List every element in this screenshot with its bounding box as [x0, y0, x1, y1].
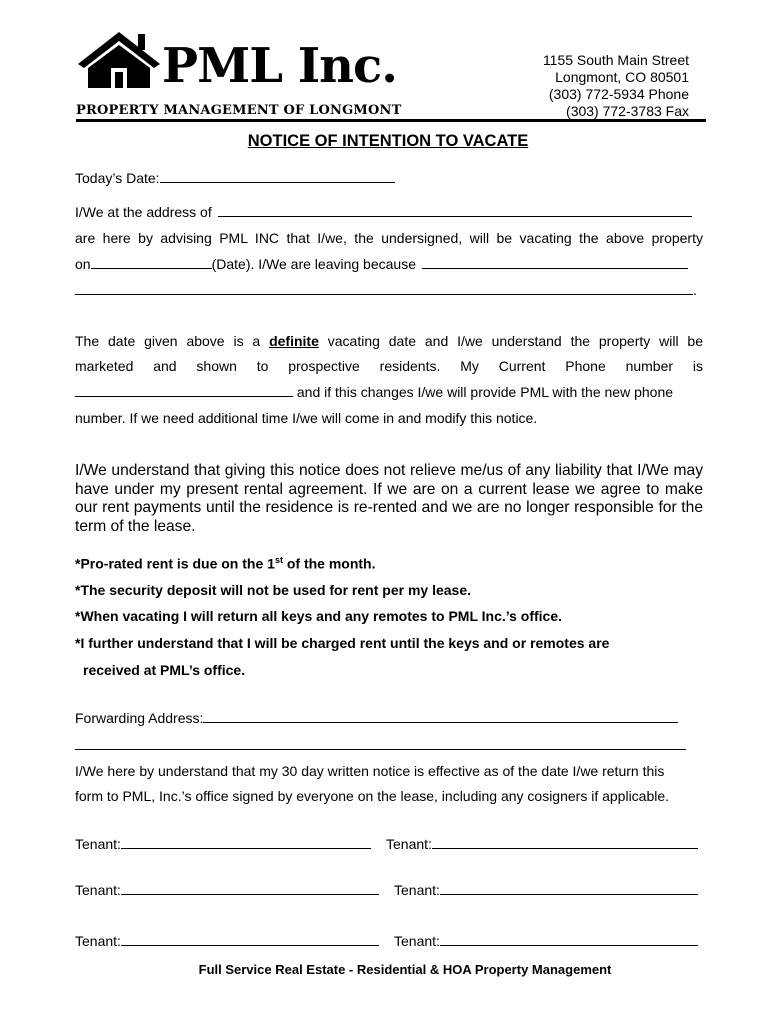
tenant-signature-2[interactable] [432, 836, 698, 849]
tenant-row-3 [75, 882, 379, 898]
address-phone: (303) 772-5934 Phone [548, 86, 689, 102]
tenant-label: Tenant: [394, 882, 440, 898]
tenant-label: Tenant: [75, 882, 121, 898]
tenant-row-4 [394, 882, 698, 898]
tenant-label: Tenant: [75, 836, 121, 852]
definite-word: definite [269, 333, 319, 349]
charged-rent-note-line2: received at PML’s office. [83, 662, 246, 678]
on-label: on [75, 256, 91, 272]
tenant-signature-1[interactable] [121, 836, 371, 849]
definite-line4: number. If we need additional time I/we will come in and modify this notice. [75, 410, 538, 426]
security-deposit-note: *The security deposit will not be used for rent per my lease. [75, 582, 471, 598]
company-name: PML Inc. [162, 38, 397, 94]
definite-before: The date given above is a [75, 333, 261, 349]
notice-line2: form to PML, Inc.’s office signed by everyone on the lease, including any cosigners if applicable. [75, 788, 670, 804]
reason-line2-row [75, 282, 697, 298]
vacate-date-field[interactable] [91, 256, 212, 269]
forwarding-address-row [75, 710, 678, 726]
prorated-text: *Pro-rated rent is due on the 1 [75, 555, 275, 572]
definite-line2: marketed and shown to prospective residents. My Current Phone number is [75, 358, 703, 374]
tenant-row-5 [75, 933, 379, 949]
forwarding-address-label: Forwarding Address: [75, 710, 204, 726]
phone-row [75, 384, 673, 400]
tenant-signature-6[interactable] [440, 933, 698, 946]
tenant-label: Tenant: [394, 933, 440, 949]
company-address [543, 52, 689, 120]
address-street: 1155 South Main Street [542, 52, 689, 68]
tenant-signature-4[interactable] [440, 882, 698, 895]
tenant-row-2 [386, 836, 698, 852]
charged-rent-note-line1: *I further understand that I will be charged rent until the keys and or remotes are [75, 635, 610, 651]
reason-field-line2[interactable] [75, 282, 693, 295]
forwarding-address-field-line2[interactable] [75, 749, 686, 750]
forwarding-address-field-line1[interactable] [203, 710, 678, 723]
date-reason-label: (Date). I/We are leaving because [211, 256, 416, 272]
reason-period: . [693, 282, 697, 298]
notice-line1: I/We here by understand that my 30 day written notice is effective as of the date I/we return this [75, 763, 665, 779]
address-city: Longmont, CO 80501 [555, 69, 689, 85]
document-title: NOTICE OF INTENTION TO VACATE [247, 132, 529, 150]
definite-after: vacating date and I/we understand the property will be [327, 333, 703, 349]
prorated-text-end: of the month. [282, 555, 376, 572]
tenant-label: Tenant: [386, 836, 432, 852]
return-keys-note: *When vacating I will return all keys and any remotes to PML Inc.’s office. [75, 608, 563, 624]
reason-field-line1[interactable] [422, 256, 688, 269]
advising-text: are here by advising PML INC that I/we, the undersigned, will be vacating the above property [75, 230, 703, 246]
address-label: I/We at the address of [75, 204, 212, 220]
phone-field[interactable] [75, 384, 293, 397]
definite-line1 [75, 333, 703, 349]
tenant-signature-5[interactable] [121, 933, 379, 946]
prorated-rent-note [75, 555, 376, 572]
phone-change-text: and if this changes I/we will provide PML with the new phone [296, 384, 674, 400]
tenant-label: Tenant: [75, 933, 121, 949]
address-field[interactable] [218, 204, 692, 217]
tenant-row-1 [75, 836, 371, 852]
todays-date-label: Today’s Date: [75, 170, 160, 186]
address-row [75, 204, 692, 220]
tenant-row-6 [394, 933, 698, 949]
company-tagline: PROPERTY MANAGEMENT OF LONGMONT [76, 103, 402, 118]
todays-date-row [75, 170, 395, 186]
footer-text: Full Service Real Estate - Residential & HOA Property Management [198, 962, 612, 977]
todays-date-field[interactable] [160, 170, 395, 183]
prorated-superscript: st [274, 555, 283, 565]
address-fax: (303) 772-3783 Fax [566, 103, 689, 119]
header-rule [76, 119, 706, 122]
house-logo-icon [74, 28, 164, 92]
liability-paragraph: I/We understand that giving this notice does not relieve me/us of any liability that I/We may have under my present rental agreement. If we are on a current lease we agree to make our rent payments until the residence is re-rented and we are no longer responsible for the term of the lease. [75, 462, 703, 535]
vacate-date-row [75, 256, 688, 272]
tenant-signature-3[interactable] [121, 882, 379, 895]
